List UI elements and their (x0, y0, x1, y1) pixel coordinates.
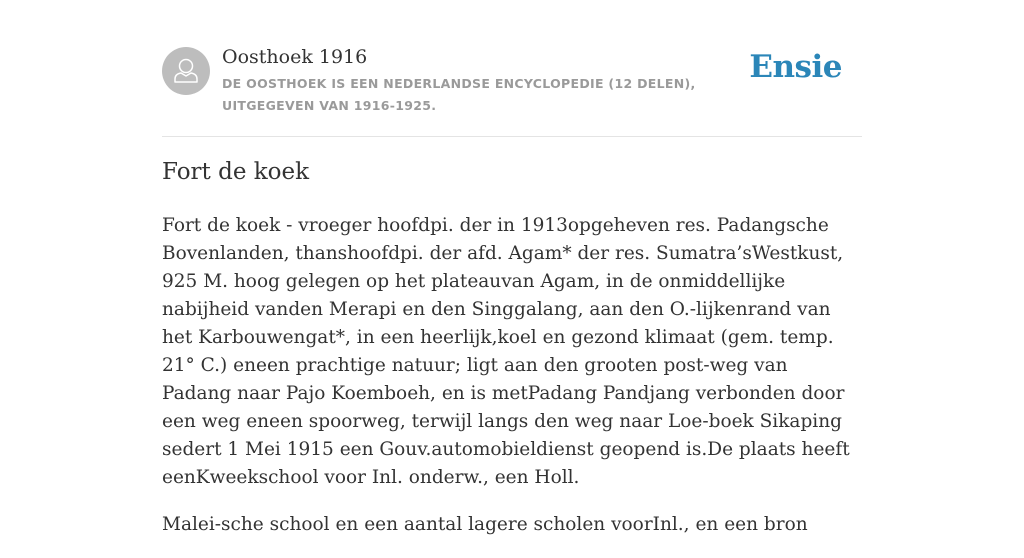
article-body (162, 212, 862, 558)
article-title: Fort de koek (162, 159, 310, 185)
user-icon (162, 47, 210, 95)
source-description: DE OOSTHOEK IS EEN NEDERLANDSE ENCYCLOPEDIE (12 DELEN), UITGEGEVEN VAN 1916-1925. (222, 76, 696, 113)
article-paragraph: Malei-sche school en een aantal lagere scholen voorInl., en een bron (162, 514, 808, 535)
ensie-logo[interactable]: Ensie (749, 49, 842, 85)
source-name[interactable]: Oosthoek 1916 (222, 46, 368, 68)
article-paragraph: Fort de koek - vroeger hoofdpi. der in 1913opgeheven res. Padangsche Bovenlanden, thanshoofdpi. der afd. Agam* der res. Sumatra’sWestkust, 925 M. hoog gelegen op het plateauvan Agam, in de onmiddellijke nabijheid vanden Merapi en den Singgalang, aan den O.-lijkenrand van het Karbouwengat*, in een heerlijk,koel en gezond klimaat (gem. temp. 21° C.) eneen prachtige natuur; ligt aan den grooten post-weg van Padang naar Pajo Koemboeh, en is metPadang Pandjang verbonden door een weg eneen spoorweg, terwijl langs den weg naar Loe-boek Sikaping sedert 1 Mei 1915 een Gouv.automobieldienst geopend is.De plaats heeft eenKweekschool voor Inl. onderw., een Holl. (162, 215, 850, 488)
source-header (162, 44, 862, 137)
